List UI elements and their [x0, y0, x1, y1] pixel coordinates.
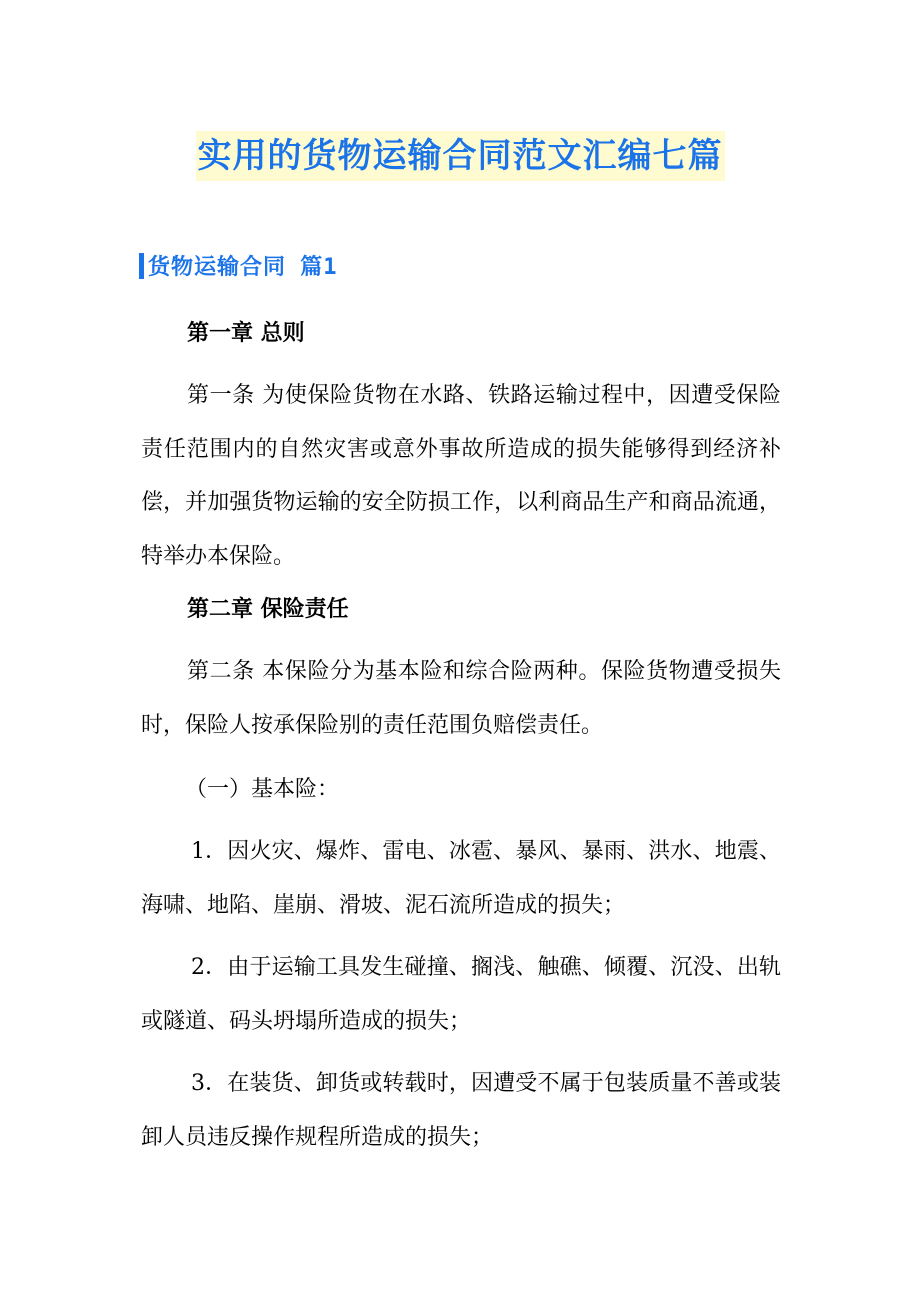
section-heading-text: 货物运输合同 篇1: [148, 255, 338, 280]
section-heading: [139, 250, 338, 281]
section-marker-bar: [139, 253, 144, 279]
basic-insurance-label: （一）基本险：: [185, 777, 340, 802]
list-item-3: 3．在装货、卸货或转载时，因遭受不属于包装质量不善或装卸人员违反操作规程所造成的损失；: [141, 1071, 781, 1150]
list-item-2: 2．由于运输工具发生碰撞、搁浅、触礁、倾覆、沉没、出轨或隧道、码头坍塌所造成的损失；: [141, 955, 781, 1034]
chapter-1-heading: 第一章 总则: [187, 320, 305, 346]
document-title: 实用的货物运输合同范文汇编七篇: [196, 131, 725, 181]
title-wrap: [0, 131, 920, 181]
chapter-2-heading: 第二章 保险责任: [187, 596, 349, 622]
article-1: 第一条 为使保险货物在水路、铁路运输过程中，因遭受保险责任范围内的自然灾害或意外事故所造成的损失能够得到经济补偿，并加强货物运输的安全防损工作，以利商品生产和商品流通，特举办本保险。: [141, 383, 781, 569]
article-2: 第二条 本保险分为基本险和综合险两种。保险货物遭受损失时，保险人按承保险别的责任范围负赔偿责任。: [141, 659, 781, 738]
list-item-1: 1．因火灾、爆炸、雷电、冰雹、暴风、暴雨、洪水、地震、海啸、地陷、崖崩、滑坡、泥石流所造成的损失；: [141, 839, 781, 918]
